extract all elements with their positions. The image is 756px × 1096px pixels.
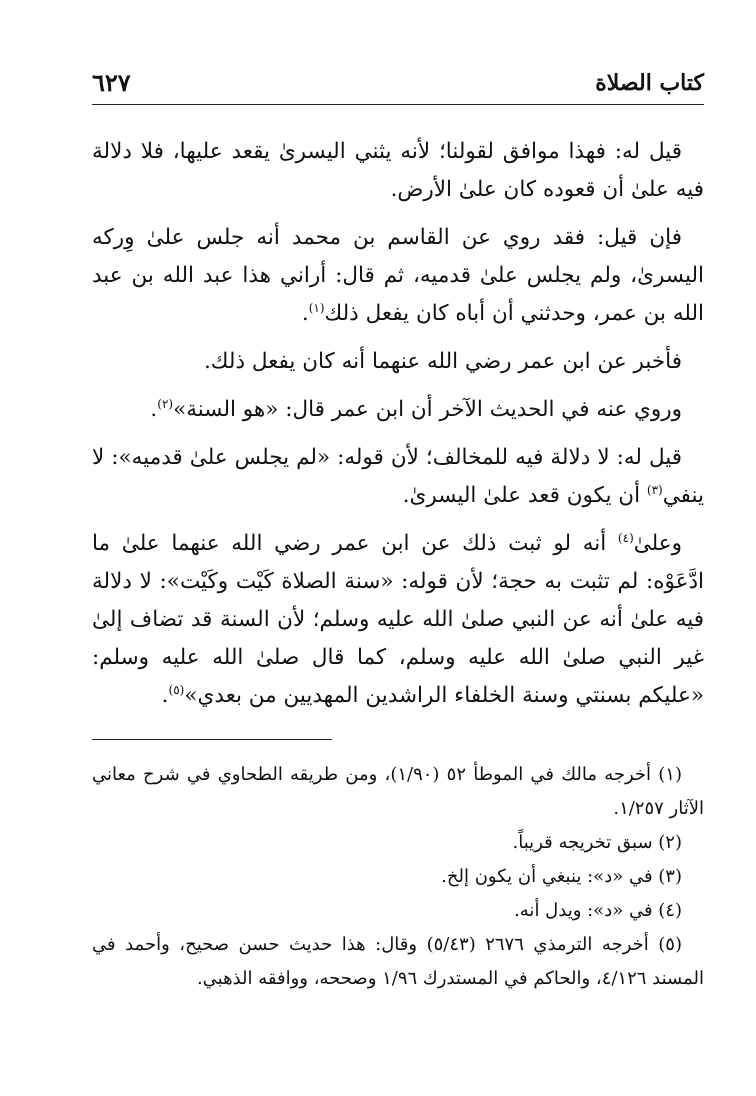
footnote: (٣) في «د»: ينبغي أن يكون إلخ. bbox=[441, 866, 682, 887]
footnote: (٢) سبق تخريجه قريباً. bbox=[512, 832, 682, 853]
paragraph-tail: . bbox=[150, 397, 158, 422]
paragraph-tail: أن يكون قعد علىٰ اليسرىٰ. bbox=[402, 483, 647, 508]
footnotes bbox=[92, 758, 704, 996]
paragraph bbox=[92, 525, 704, 715]
paragraph-tail: أنه لو ثبت ذلك عن ابن عمر رضي الله عنهما علىٰ ما ادَّعَوْه: لم تثبت به حجة؛ لأن قوله: «سنة الصلاة كَيْت وكَيْت»: لا دلالة فيه علىٰ أنه عن النبي صلىٰ الله عليه وسلم؛ لأن السنة قد تضاف إلىٰ غير النبي صلىٰ الله عليه وسلم، كما قال صلىٰ الله عليه وسلم: «عليكم بسنتي وسنة الخلفاء الراشدين المهديين من بعدي» bbox=[92, 531, 704, 708]
footnote-divider bbox=[92, 739, 332, 740]
paragraph-tail: . bbox=[161, 683, 169, 708]
footnote: (٥) أخرجه الترمذي ٢٦٧٦ (٥/٤٣) وقال: هذا حديث حسن صحيح، وأحمد في المسند ٤/١٢٦، والحاكم في المستدرك ١/٩٦ وصححه، ووافقه الذهبي. bbox=[92, 934, 704, 989]
paragraph bbox=[92, 343, 704, 381]
footnote: (١) أخرجه مالك في الموطأ ٥٢ (١/٩٠)، ومن طريقه الطحاوي في شرح معاني الآثار ١/٢٥٧. bbox=[92, 764, 704, 819]
paragraph-text: قيل له: لا دلالة فيه للمخالف؛ لأن قوله: «لم يجلس علىٰ قدميه»: لا ينفي bbox=[92, 445, 704, 508]
page-number: ٦٢٧ bbox=[92, 68, 131, 97]
footnote-ref: (٥) bbox=[168, 682, 185, 697]
paragraph-text: فأخبر عن ابن عمر رضي الله عنهما أنه كان يفعل ذلك. bbox=[203, 349, 682, 374]
page-header bbox=[92, 70, 704, 105]
paragraph-text: وروي عنه في الحديث الآخر أن ابن عمر قال: «هو السنة» bbox=[173, 397, 682, 422]
running-title: كتاب الصلاة bbox=[595, 70, 704, 96]
paragraph-text: قيل له: فهذا موافق لقولنا؛ لأنه يثني اليسرىٰ يقعد عليها، فلا دلالة فيه علىٰ أن قعوده كان علىٰ الأرض. bbox=[92, 139, 704, 202]
paragraph bbox=[92, 439, 704, 515]
footnote-ref: (٢) bbox=[157, 396, 174, 411]
book-page bbox=[92, 70, 704, 996]
footnote-ref: (١) bbox=[308, 300, 325, 315]
footnote-ref: (٤) bbox=[617, 530, 634, 545]
paragraph-text: وعلىٰ bbox=[633, 531, 682, 556]
paragraph bbox=[92, 219, 704, 333]
main-text bbox=[92, 133, 704, 715]
footnote-ref: (٣) bbox=[646, 482, 663, 497]
paragraph bbox=[92, 391, 704, 429]
paragraph-text: فإن قيل: فقد روي عن القاسم بن محمد أنه جلس علىٰ وِركه اليسرىٰ، ولم يجلس علىٰ قدميه، ثم قال: أراني هذا عبد الله بن عبد الله بن عمر، وحدثني أن أباه كان يفعل ذلك bbox=[92, 225, 704, 326]
footnote: (٤) في «د»: ويدل أنه. bbox=[514, 900, 682, 921]
paragraph-tail: . bbox=[301, 301, 309, 326]
paragraph bbox=[92, 133, 704, 209]
